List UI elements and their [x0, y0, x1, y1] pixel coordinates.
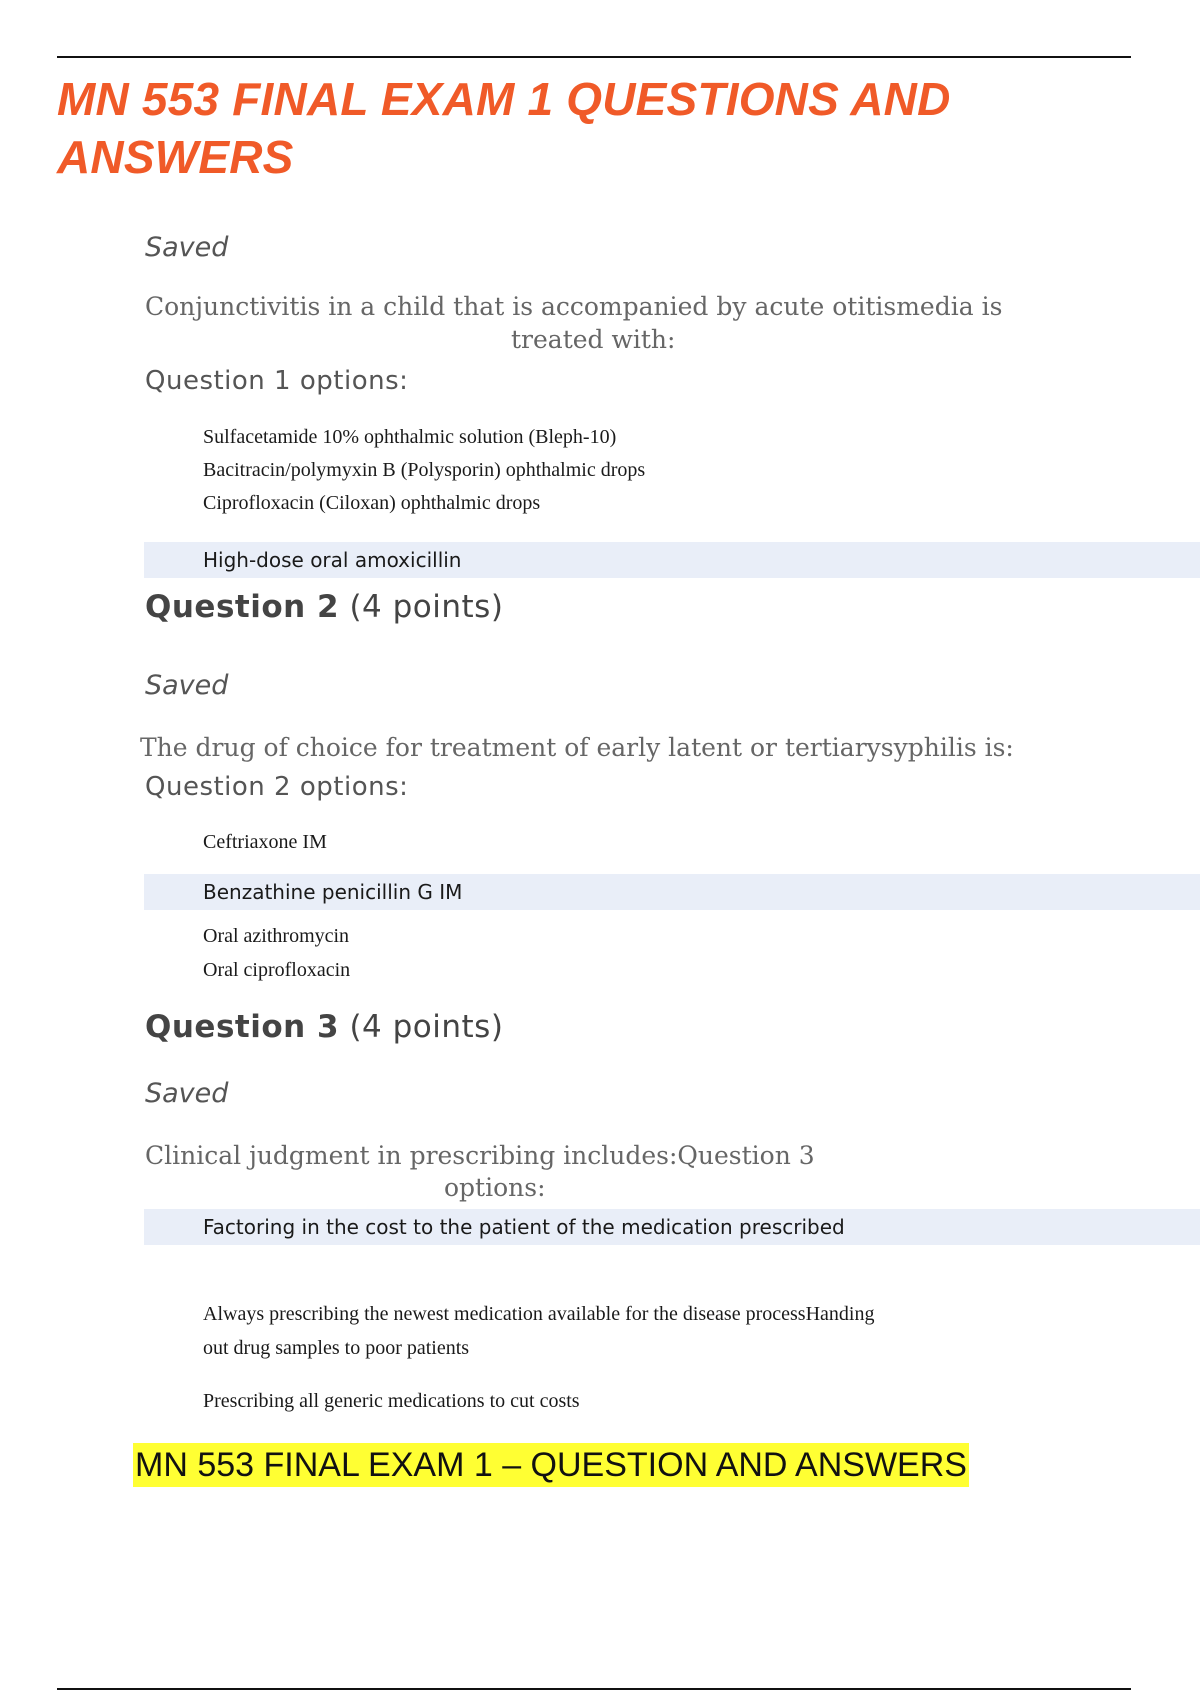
options-label: Question 1 options:	[145, 366, 409, 396]
options-label: Question 2 options:	[145, 772, 409, 802]
selected-answer-option[interactable]	[144, 874, 1200, 910]
answer-option-continued[interactable]: out drug samples to poor patients	[203, 1337, 470, 1359]
question-points: (4 points)	[349, 589, 504, 625]
selected-answer-label: Factoring in the cost to the patient of the medication prescribed	[203, 1215, 845, 1239]
question-prompt-continued: treated with:	[511, 325, 676, 354]
saved-status: Saved	[145, 1078, 229, 1109]
answer-option[interactable]: Ceftriaxone IM	[203, 831, 327, 853]
question-prompt: Clinical judgment in prescribing includes:Question 3	[145, 1141, 815, 1170]
answer-option[interactable]: Ciprofloxacin (Ciloxan) ophthalmic drops	[203, 492, 541, 514]
answer-option[interactable]: Always prescribing the newest medication available for the disease processHanding	[203, 1303, 875, 1325]
footer-banner: MN 553 FINAL EXAM 1 – QUESTION AND ANSWERS	[133, 1443, 969, 1487]
answer-option[interactable]: Oral azithromycin	[203, 925, 350, 947]
bottom-rule	[57, 1688, 1131, 1690]
document-title: MN 553 FINAL EXAM 1 QUESTIONS AND ANSWERS	[57, 73, 951, 183]
top-rule	[57, 56, 1131, 58]
question-number: Question 2	[145, 589, 340, 625]
question-points: (4 points)	[349, 1009, 504, 1045]
question-number: Question 3	[145, 1009, 340, 1045]
selected-answer-label: Benzathine penicillin G IM	[203, 880, 463, 904]
answer-option[interactable]: Oral ciprofloxacin	[203, 959, 351, 981]
answer-option[interactable]: Prescribing all generic medications to cut costs	[203, 1390, 580, 1412]
selected-answer-label: High-dose oral amoxicillin	[203, 548, 462, 572]
question-heading	[145, 1009, 503, 1045]
selected-answer-option[interactable]	[144, 542, 1200, 578]
question-prompt: The drug of choice for treatment of early latent or tertiarysyphilis is:	[140, 733, 1014, 762]
answer-option[interactable]: Sulfacetamide 10% ophthalmic solution (Bleph-10)	[203, 426, 617, 448]
question-prompt-continued: options:	[444, 1173, 546, 1202]
saved-status: Saved	[145, 232, 229, 263]
question-heading	[145, 589, 503, 625]
saved-status: Saved	[145, 670, 229, 701]
answer-option[interactable]: Bacitracin/polymyxin B (Polysporin) ophthalmic drops	[203, 459, 646, 481]
question-prompt: Conjunctivitis in a child that is accompanied by acute otitismedia is	[145, 292, 1003, 321]
selected-answer-option[interactable]	[144, 1209, 1200, 1245]
